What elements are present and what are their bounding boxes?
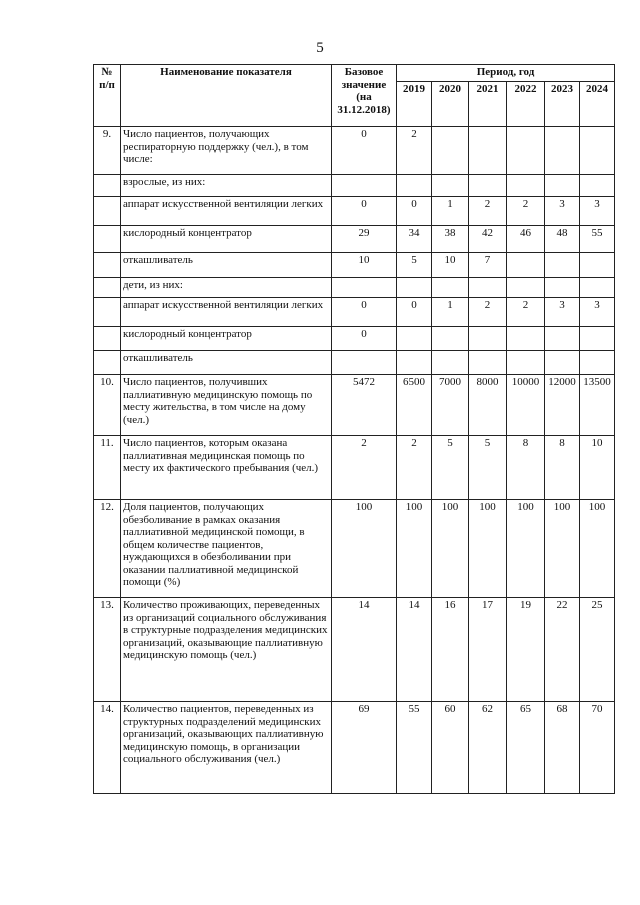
header-period: Период, год	[397, 65, 615, 82]
row-number	[94, 253, 121, 278]
table-row	[94, 375, 615, 436]
row-number	[94, 175, 121, 197]
header-name: Наименование показателя	[121, 65, 332, 127]
year-value	[545, 278, 580, 298]
indicators-table	[93, 64, 615, 794]
year-value: 38	[432, 226, 469, 253]
year-value	[397, 175, 432, 197]
year-value	[469, 278, 507, 298]
header-year: 2024	[580, 82, 615, 127]
year-value	[432, 175, 469, 197]
year-value: 46	[507, 226, 545, 253]
year-value: 2	[469, 298, 507, 327]
base-value: 10	[332, 253, 397, 278]
indicator-name: дети, из них:	[121, 278, 332, 298]
year-value: 8	[507, 436, 545, 500]
base-value: 0	[332, 197, 397, 226]
year-value: 1	[432, 298, 469, 327]
year-value: 100	[507, 500, 545, 598]
year-value: 5	[469, 436, 507, 500]
year-value: 6500	[397, 375, 432, 436]
year-value	[580, 175, 615, 197]
year-value: 55	[580, 226, 615, 253]
year-value: 65	[507, 702, 545, 794]
row-number	[94, 197, 121, 226]
page-number: 5	[316, 40, 324, 56]
row-number: 9.	[94, 127, 121, 175]
indicator-name: кислородный концентратор	[121, 327, 332, 351]
year-value: 34	[397, 226, 432, 253]
year-value: 2	[507, 197, 545, 226]
year-value: 10	[580, 436, 615, 500]
indicator-name: Число пациентов, получивших паллиативную медицинскую помощь по месту жительства, в том числе на дому (чел.)	[121, 375, 332, 436]
base-value: 0	[332, 327, 397, 351]
year-value: 3	[545, 197, 580, 226]
row-number: 11.	[94, 436, 121, 500]
year-value: 2	[469, 197, 507, 226]
year-value: 14	[397, 598, 432, 702]
year-value: 42	[469, 226, 507, 253]
base-value: 0	[332, 127, 397, 175]
year-value: 3	[580, 197, 615, 226]
table-row	[94, 197, 615, 226]
indicator-name: кислородный концентратор	[121, 226, 332, 253]
year-value	[507, 127, 545, 175]
year-value: 70	[580, 702, 615, 794]
base-value: 14	[332, 598, 397, 702]
table-row	[94, 351, 615, 375]
header-year: 2020	[432, 82, 469, 127]
year-value	[580, 253, 615, 278]
year-value: 2	[397, 436, 432, 500]
header-year: 2021	[469, 82, 507, 127]
year-value	[545, 351, 580, 375]
year-value	[432, 351, 469, 375]
year-value	[432, 278, 469, 298]
year-value	[507, 175, 545, 197]
base-value: 100	[332, 500, 397, 598]
indicator-name: Количество проживающих, переведенных из организаций социального обслуживания в структурные подразделения медицинских организаций, оказывающие паллиативную медицинскую помощь (чел.)	[121, 598, 332, 702]
year-value: 1	[432, 197, 469, 226]
year-value: 0	[397, 298, 432, 327]
base-value: 29	[332, 226, 397, 253]
year-value: 7000	[432, 375, 469, 436]
year-value: 68	[545, 702, 580, 794]
year-value: 17	[469, 598, 507, 702]
year-value: 60	[432, 702, 469, 794]
indicator-name: взрослые, из них:	[121, 175, 332, 197]
year-value: 10	[432, 253, 469, 278]
year-value	[397, 351, 432, 375]
year-value	[507, 327, 545, 351]
indicator-name: аппарат искусственной вентиляции легких	[121, 197, 332, 226]
indicator-name: откашливатель	[121, 351, 332, 375]
year-value: 19	[507, 598, 545, 702]
table-row	[94, 500, 615, 598]
table-body	[94, 127, 615, 794]
year-value: 62	[469, 702, 507, 794]
year-value	[432, 327, 469, 351]
table-row	[94, 127, 615, 175]
indicator-name: откашливатель	[121, 253, 332, 278]
year-value	[469, 127, 507, 175]
year-value: 100	[580, 500, 615, 598]
year-value: 100	[545, 500, 580, 598]
base-value: 69	[332, 702, 397, 794]
year-value	[507, 351, 545, 375]
indicator-name: Число пациентов, получающих респираторную поддержку (чел.), в том числе:	[121, 127, 332, 175]
year-value	[469, 327, 507, 351]
row-number	[94, 278, 121, 298]
year-value: 8000	[469, 375, 507, 436]
header-year: 2022	[507, 82, 545, 127]
year-value	[397, 278, 432, 298]
indicator-name: Доля пациентов, получающих обезболивание в рамках оказания паллиативной медицинской помощи, в общем количестве пациентов, нуждающихся в обезболивании при оказании паллиативной медицинской помощи (%)	[121, 500, 332, 598]
row-number	[94, 298, 121, 327]
year-value	[397, 327, 432, 351]
year-value	[507, 253, 545, 278]
indicator-name: аппарат искусственной вентиляции легких	[121, 298, 332, 327]
row-number	[94, 351, 121, 375]
year-value: 55	[397, 702, 432, 794]
indicator-name: Количество пациентов, переведенных из структурных подразделений медицинских организаций, оказывающих паллиативную медицинскую помощь, в организации социального обслуживания (чел.)	[121, 702, 332, 794]
indicator-name: Число пациентов, которым оказана паллиативная медицинская помощь по месту их фактического пребывания (чел.)	[121, 436, 332, 500]
year-value: 2	[507, 298, 545, 327]
year-value: 3	[580, 298, 615, 327]
year-value: 0	[397, 197, 432, 226]
year-value: 8	[545, 436, 580, 500]
row-number	[94, 327, 121, 351]
table-row	[94, 226, 615, 253]
year-value	[507, 278, 545, 298]
year-value: 22	[545, 598, 580, 702]
year-value: 2	[397, 127, 432, 175]
year-value: 13500	[580, 375, 615, 436]
year-value	[580, 351, 615, 375]
year-value: 10000	[507, 375, 545, 436]
table-row	[94, 253, 615, 278]
year-value	[545, 253, 580, 278]
table-row	[94, 175, 615, 197]
header-base: Базовое значение (на 31.12.2018)	[332, 65, 397, 127]
year-value	[580, 278, 615, 298]
year-value: 5	[432, 436, 469, 500]
base-value: 5472	[332, 375, 397, 436]
year-value	[432, 127, 469, 175]
year-value	[545, 327, 580, 351]
year-value	[545, 175, 580, 197]
base-value	[332, 278, 397, 298]
header-year: 2019	[397, 82, 432, 127]
row-number: 10.	[94, 375, 121, 436]
year-value: 100	[432, 500, 469, 598]
year-value: 7	[469, 253, 507, 278]
row-number: 12.	[94, 500, 121, 598]
row-number: 14.	[94, 702, 121, 794]
row-number: 13.	[94, 598, 121, 702]
year-value	[469, 175, 507, 197]
table-row	[94, 702, 615, 794]
base-value	[332, 351, 397, 375]
header-year: 2023	[545, 82, 580, 127]
year-value	[469, 351, 507, 375]
header-num: № п/п	[94, 65, 121, 127]
year-value: 100	[397, 500, 432, 598]
table-row	[94, 278, 615, 298]
year-value: 16	[432, 598, 469, 702]
row-number	[94, 226, 121, 253]
year-value: 12000	[545, 375, 580, 436]
table-row	[94, 436, 615, 500]
base-value	[332, 175, 397, 197]
table-row	[94, 327, 615, 351]
table-row	[94, 598, 615, 702]
base-value: 2	[332, 436, 397, 500]
base-value: 0	[332, 298, 397, 327]
year-value	[580, 327, 615, 351]
year-value: 100	[469, 500, 507, 598]
year-value: 48	[545, 226, 580, 253]
table-row	[94, 298, 615, 327]
year-value: 25	[580, 598, 615, 702]
year-value: 3	[545, 298, 580, 327]
year-value: 5	[397, 253, 432, 278]
year-value	[580, 127, 615, 175]
year-value	[545, 127, 580, 175]
